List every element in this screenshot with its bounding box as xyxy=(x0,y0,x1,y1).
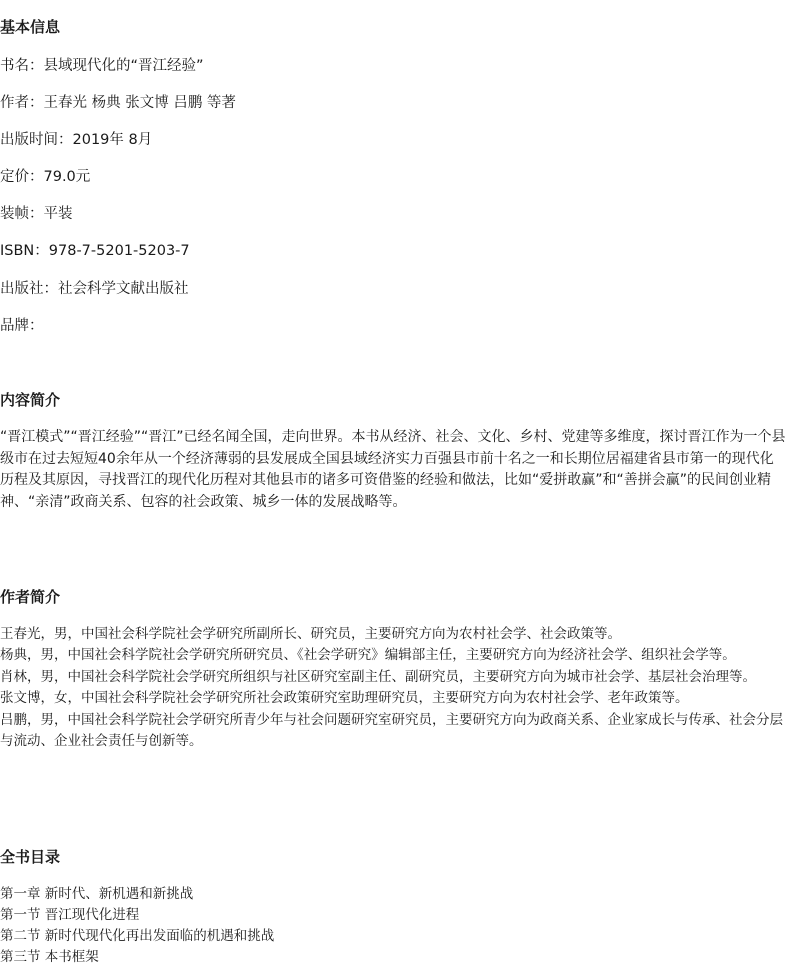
basic-info-heading: 基本信息 xyxy=(0,18,61,36)
toc-heading: 全书目录 xyxy=(0,848,61,866)
toc-item: 第三节 本书框架 xyxy=(0,949,99,965)
brand-line: 品牌： xyxy=(0,318,44,334)
book-authors-line: 作者：王春光 杨典 张文博 吕鹏 等著 xyxy=(0,95,236,111)
author-intro-item: 王春光，男，中国社会科学院社会学研究所副所长、研究员，主要研究方向为农村社会学、社会政策等。 xyxy=(0,626,621,642)
author-intro-list xyxy=(0,624,786,752)
author-intro-heading: 作者简介 xyxy=(0,588,61,606)
author-intro-item: 吕鹏，男，中国社会科学院社会学研究所青少年与社会问题研究室研究员，主要研究方向为政商关系、企业家成长与传承、社会分层与流动、企业社会责任与创新等。 xyxy=(0,711,783,750)
price-line: 定价：79.0元 xyxy=(0,169,91,185)
toc-item: 第一章 新时代、新机遇和新挑战 xyxy=(0,886,194,902)
author-intro-item: 肖林，男，中国社会科学院社会学研究所组织与社区研究室副主任、副研究员，主要研究方向为城市社会学、基层社会治理等。 xyxy=(0,668,756,685)
toc-list xyxy=(0,884,786,968)
toc-item: 第一节 晋江现代化进程 xyxy=(0,907,140,923)
publisher-line: 出版社：社会科学文献出版社 xyxy=(0,281,189,297)
author-intro-item: 张文博，女，中国社会科学院社会学研究所社会政策研究室助理研究员，主要研究方向为农村社会学、老年政策等。 xyxy=(0,690,689,707)
book-title-line: 书名：县域现代化的“晋江经验” xyxy=(0,58,204,74)
publication-date-line: 出版时间：2019年 8月 xyxy=(0,132,153,148)
isbn-line: ISBN：978-7-5201-5203-7 xyxy=(0,243,190,259)
summary-heading: 内容简介 xyxy=(0,391,61,409)
summary-text: “晋江模式”“晋江经验”“晋江”已经名闻全国，走向世界。本书从经济、社会、文化、乡村、党建等多维度，探讨晋江作为一个县级市在过去短短40余年从一个经济薄弱的县发展成全国县域经济实力百强县市前十名之一和长期位居福建省县市第一的现代化历程及其原因，寻找晋江的现代化历程对其他县市的诸多可资借鉴的经验和做法，比如“爱拼敢赢”和“善拼会赢”的民间创业精神、“亲清”政商关系、包容的社会政策、城乡一体的发展战略等。 xyxy=(0,429,786,510)
binding-line: 装帧：平装 xyxy=(0,206,73,222)
toc-item: 第二节 新时代现代化再出发面临的机遇和挑战 xyxy=(0,928,275,944)
author-intro-item: 杨典，男，中国社会科学院社会学研究所研究员、《社会学研究》编辑部主任，主要研究方向为经济社会学、组织社会学等。 xyxy=(0,647,736,664)
